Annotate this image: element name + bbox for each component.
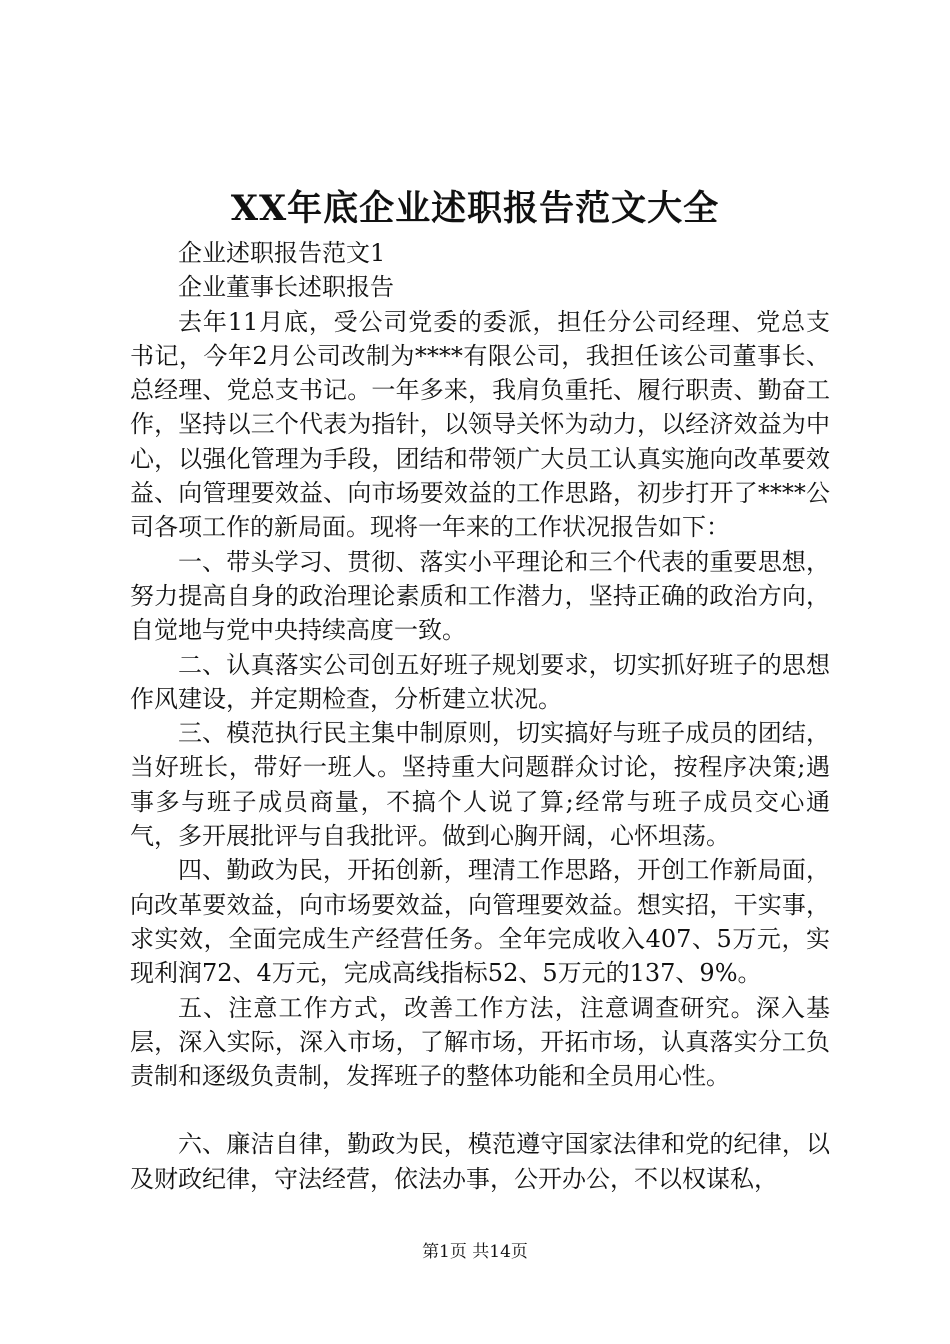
document-body	[130, 236, 830, 1196]
section-subheading: 企业董事长述职报告	[178, 273, 394, 302]
paragraph-item-3: 三、模范执行民主集中制原则，切实搞好与班子成员的团结，当好班长，带好一班人。坚持重大问题群众讨论，按程序决策;遇事多与班子成员商量，不搞个人说了算;经常与班子成员交心通气，多开展批评与自我批评。做到心胸开阔，心怀坦荡。	[130, 719, 830, 851]
paragraph-intro: 去年11月底，受公司党委的委派，担任分公司经理、党总支书记，今年2月公司改制为****有限公司，我担任该公司董事长、总经理、党总支书记。一年多来，我肩负重托、履行职责、勤奋工作，坚持以三个代表为指针，以领导关怀为动力，以经济效益为中心，以强化管理为手段，团结和带领广大员工认真实施向改革要效益、向管理要效益、向市场要效益的工作思路，初步打开了****公司各项工作的新局面。现将一年来的工作状况报告如下：	[130, 307, 830, 542]
paragraph-item-4: 四、勤政为民，开拓创新，理清工作思路，开创工作新局面，向改革要效益，向市场要效益，向管理要效益。想实招，干实事，求实效，全面完成生产经营任务。全年完成收入407、5万元，实现利润72、4万元，完成高线指标52、5万元的137、9%。	[130, 856, 830, 988]
paragraph-item-2: 二、认真落实公司创五好班子规划要求，切实抓好班子的思想作风建设，并定期检查，分析建立状况。	[130, 650, 830, 713]
paragraph-item-6: 六、廉洁自律，勤政为民，模范遵守国家法律和党的纪律，以及财政纪律，守法经营，依法办事，公开办公，不以权谋私，	[130, 1130, 830, 1193]
paragraph-item-5: 五、注意工作方式，改善工作方法，注意调查研究。深入基层，深入实际，深入市场，了解市场，开拓市场，认真落实分工负责制和逐级负责制，发挥班子的整体功能和全员用心性。	[130, 993, 830, 1091]
paragraph-item-1: 一、带头学习、贯彻、落实小平理论和三个代表的重要思想，努力提高自身的政治理论素质和工作潜力，坚持正确的政治方向，自觉地与党中央持续高度一致。	[130, 547, 830, 645]
document-title: XX年底企业述职报告范文大全	[230, 188, 720, 229]
page-number: 第1页 共14页	[422, 1242, 528, 1262]
section-heading: 企业述职报告范文1	[178, 239, 386, 267]
